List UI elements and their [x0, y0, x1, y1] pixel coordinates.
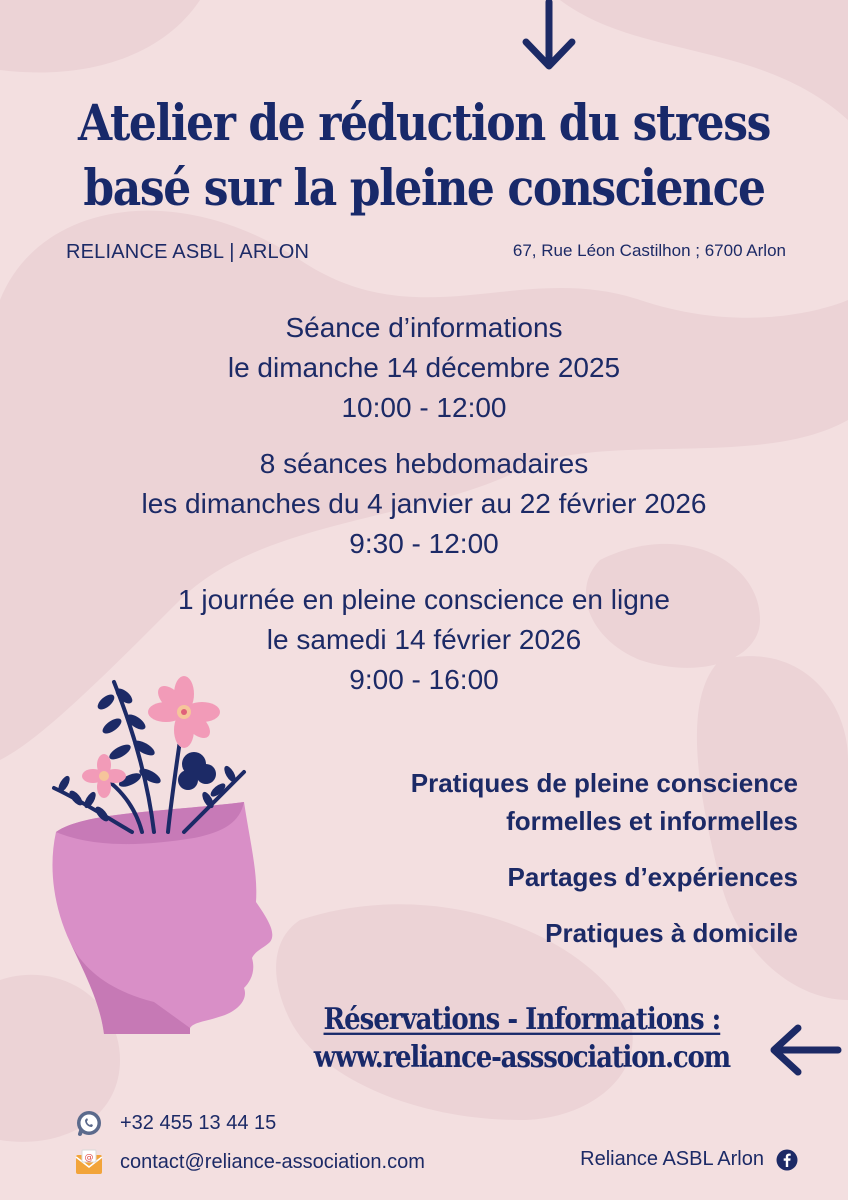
schedule-date: le samedi 14 février 2026	[266, 624, 582, 655]
feature-item: Partages d’expériences	[507, 862, 798, 892]
arrow-down-icon	[518, 0, 580, 74]
svg-text:@: @	[84, 1153, 94, 1163]
facebook-page-name: Reliance ASBL Arlon	[580, 1148, 764, 1170]
schedule	[0, 308, 848, 716]
reservation-block	[313, 1002, 730, 1076]
schedule-time: 9:30 - 12:00	[349, 528, 499, 559]
schedule-time: 9:00 - 16:00	[349, 664, 499, 695]
phone-number: +32 455 13 44 15	[120, 1111, 277, 1134]
organization-name: RELIANCE ASBL | ARLON	[66, 241, 310, 263]
page-title	[0, 92, 848, 222]
schedule-time: 10:00 - 12:00	[341, 392, 507, 423]
feature-item: Pratiques à domicile	[545, 918, 798, 948]
schedule-title: Séance d’informations	[285, 312, 563, 343]
schedule-date: les dimanches du 4 janvier au 22 février 2026	[141, 488, 707, 519]
address: 67, Rue Léon Castilhon ; 6700 Arlon	[512, 241, 786, 260]
email-contact[interactable]	[74, 1147, 425, 1177]
facebook-icon	[776, 1149, 798, 1171]
schedule-date: le dimanche 14 décembre 2025	[227, 352, 621, 383]
feature-item	[411, 764, 798, 840]
schedule-block-weekly-sessions	[0, 444, 848, 564]
website-link[interactable]: www.reliance-asssociation.com	[313, 1040, 730, 1076]
features-list	[411, 764, 798, 970]
schedule-title: 1 journée en pleine conscience en ligne	[178, 584, 670, 615]
whatsapp-icon	[74, 1108, 104, 1138]
envelope-icon	[74, 1147, 104, 1177]
arrow-left-icon	[768, 1024, 842, 1078]
head-flowers-illustration	[44, 672, 284, 1044]
reservation-label: Réservations - Informations :	[323, 1002, 721, 1038]
facebook-contact[interactable]	[580, 1148, 798, 1171]
feature-line: Pratiques de pleine conscience	[410, 768, 798, 798]
feature-line: formelles et informelles	[506, 806, 798, 836]
title-line-1: Atelier de réduction du stress	[78, 95, 770, 153]
phone-contact[interactable]	[74, 1108, 276, 1138]
schedule-block-info-session	[0, 308, 848, 428]
schedule-title: 8 séances hebdomadaires	[259, 448, 589, 479]
title-line-2: basé sur la pleine conscience	[83, 160, 765, 218]
email-address: contact@reliance-association.com	[120, 1150, 425, 1173]
